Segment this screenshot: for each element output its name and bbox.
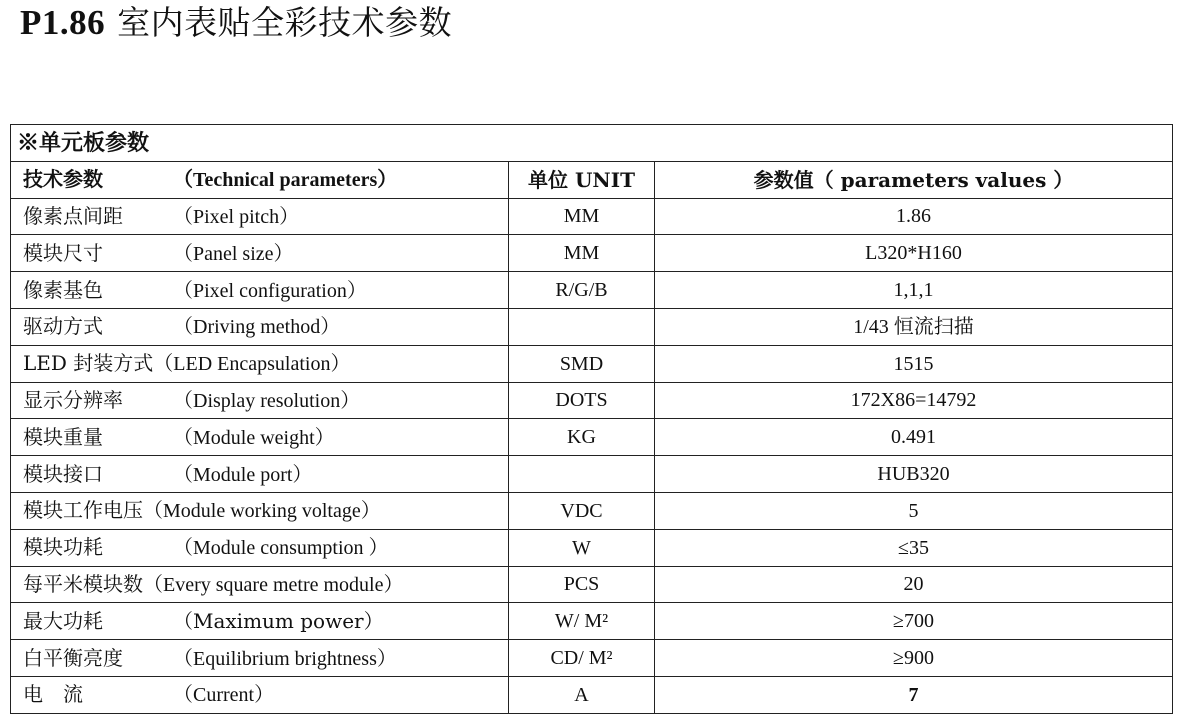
row-param (11, 345, 509, 382)
row-param (11, 308, 509, 345)
table-row (11, 272, 1173, 309)
row-param (11, 640, 509, 677)
row-unit: KG (509, 419, 655, 456)
row-unit: DOTS (509, 382, 655, 419)
table-row (11, 676, 1173, 713)
row-value-text: 7 (908, 683, 919, 706)
spec-table (10, 124, 1173, 714)
row-param-zh: 像素基色 (23, 277, 103, 302)
row-param-en: （Current） (173, 684, 275, 707)
table-row (11, 345, 1173, 382)
row-param (11, 382, 509, 419)
row-value: 1515 (655, 345, 1173, 382)
row-value: 0.491 (655, 419, 1173, 456)
header-param-zh: 技术参数 (23, 167, 103, 192)
row-unit: MM (509, 198, 655, 235)
row-value: ≥700 (655, 603, 1173, 640)
document-title-model: P1.86 (20, 3, 106, 42)
row-unit: SMD (509, 345, 655, 382)
row-param-zh: LED 封装方式 (23, 351, 154, 376)
row-param-en: （Module consumption ） (173, 537, 389, 560)
row-value: 20 (655, 566, 1173, 603)
document-title-text: 室内表贴全彩技术参数 (117, 3, 453, 42)
row-value: 1.86 (655, 198, 1173, 235)
section-label: ※单元板参数 (11, 125, 1173, 162)
table-row (11, 529, 1173, 566)
table-row (11, 235, 1173, 272)
row-param (11, 272, 509, 309)
row-param-en: （Display resolution） (173, 389, 361, 412)
row-unit: W (509, 529, 655, 566)
table-row (11, 566, 1173, 603)
row-param (11, 566, 509, 603)
row-unit: VDC (509, 492, 655, 529)
row-param-zh: 显示分辨率 (23, 387, 123, 412)
row-value: 1/43 恒流扫描 (655, 308, 1173, 345)
row-value: L320*H160 (655, 235, 1173, 272)
row-param-zh: 每平米模块数 (23, 571, 143, 596)
row-param-en: （Maximum power） (173, 609, 384, 634)
header-param-en: （Technical parameters） (173, 169, 398, 192)
row-value: 1,1,1 (655, 272, 1173, 309)
row-param-zh: 像素点间距 (23, 203, 123, 228)
row-param-zh: 驱动方式 (23, 314, 103, 339)
row-param-en: （Pixel pitch） (173, 205, 300, 228)
row-value: 172X86=14792 (655, 382, 1173, 419)
row-param-en: （Every square metre module） (143, 573, 404, 596)
table-row (11, 198, 1173, 235)
row-param (11, 529, 509, 566)
document-title (20, 0, 452, 46)
row-value: ≤35 (655, 529, 1173, 566)
row-param (11, 456, 509, 493)
row-unit: PCS (509, 566, 655, 603)
table-row (11, 640, 1173, 677)
table-row (11, 492, 1173, 529)
row-value: HUB320 (655, 456, 1173, 493)
header-value: 参数值（ parameters values ） (655, 161, 1173, 198)
row-param-en: （LED Encapsulation） (153, 353, 351, 376)
row-param-zh: 模块重量 (23, 424, 103, 449)
row-param-zh: 模块尺寸 (23, 240, 103, 265)
row-unit: R/G/B (509, 272, 655, 309)
row-param (11, 235, 509, 272)
row-param (11, 676, 509, 713)
table-row (11, 382, 1173, 419)
row-value: ≥900 (655, 640, 1173, 677)
row-param-en: （Driving method） (173, 316, 341, 339)
table-row (11, 308, 1173, 345)
row-value (655, 676, 1173, 713)
header-unit: 单位 UNIT (509, 161, 655, 198)
row-param-zh: 电 流 (23, 682, 83, 707)
row-param (11, 492, 509, 529)
row-unit: A (509, 676, 655, 713)
table-row (11, 419, 1173, 456)
row-unit (509, 456, 655, 493)
row-unit: W/ M² (509, 603, 655, 640)
header-param (11, 161, 509, 198)
row-param-zh: 模块工作电压 (23, 498, 143, 523)
row-param (11, 419, 509, 456)
row-param-zh: 最大功耗 (23, 609, 103, 634)
section-row (11, 125, 1173, 162)
table-row (11, 603, 1173, 640)
row-param-en: （Equilibrium brightness） (173, 647, 397, 670)
row-param-en: （Module port） (173, 463, 313, 486)
row-param (11, 198, 509, 235)
row-param-en: （Pixel configuration） (173, 279, 367, 302)
row-param-en: （Module working voltage） (143, 500, 381, 523)
row-unit: CD/ M² (509, 640, 655, 677)
row-param-en: （Module weight） (173, 426, 335, 449)
row-param-zh: 白平衡亮度 (23, 645, 123, 670)
row-unit: MM (509, 235, 655, 272)
row-value: 5 (655, 492, 1173, 529)
table-row (11, 456, 1173, 493)
header-row (11, 161, 1173, 198)
row-param (11, 603, 509, 640)
row-unit (509, 308, 655, 345)
row-param-en: （Panel size） (173, 242, 294, 265)
row-param-zh: 模块接口 (23, 461, 103, 486)
row-param-zh: 模块功耗 (23, 535, 103, 560)
